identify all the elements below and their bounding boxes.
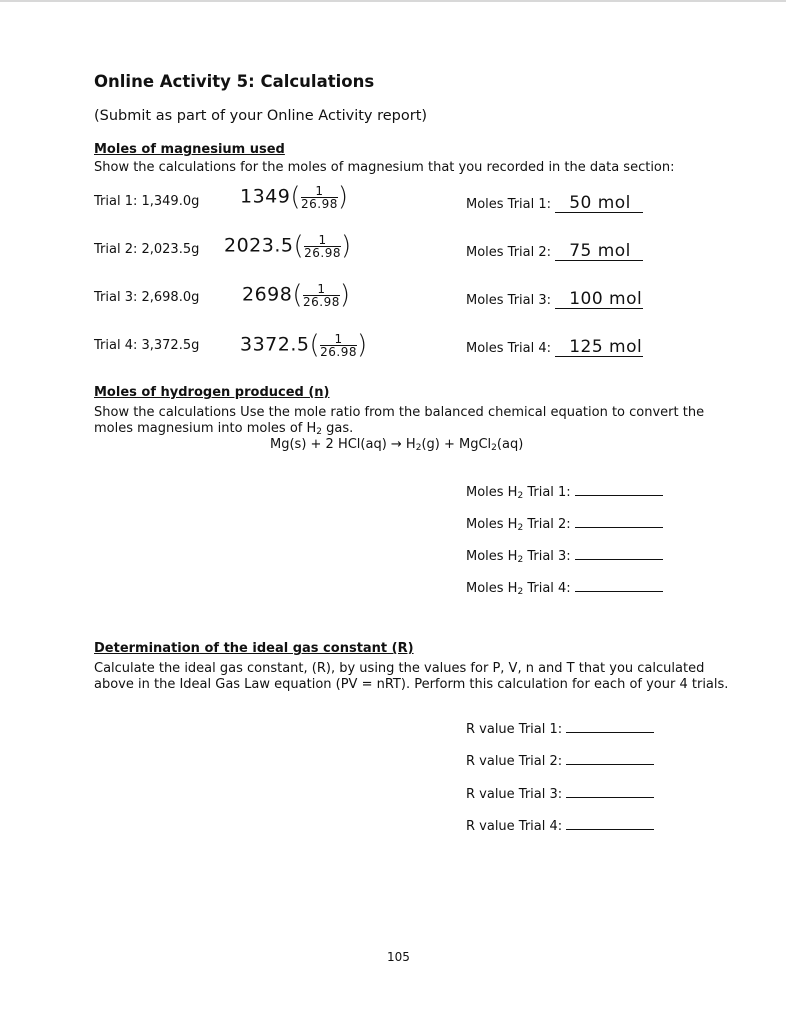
instruction-text: moles magnesium into moles of H (94, 421, 317, 436)
r-trial-4-answer (466, 819, 654, 834)
answer-blank[interactable] (566, 732, 654, 733)
work-denominator: 26.98 (304, 245, 341, 260)
mg-trial-4-work: 3372.5( $\frac{1}{26.98}$ ) (240, 330, 368, 360)
mg-trial-3-work: 2698( $\frac{1}{26.98}$ ) (242, 280, 351, 310)
page-number: 105 (387, 950, 410, 964)
answer-label: Moles Trial 1: (466, 197, 552, 212)
section-heading-moles-h2: Moles of hydrogen produced (n) (94, 385, 330, 400)
section-heading-gas-constant: Determination of the ideal gas constant (R) (94, 641, 414, 656)
section-heading-moles-mg: Moles of magnesium used (94, 142, 285, 157)
answer-label: Trial 3: (523, 549, 571, 564)
work-value: 2698 (242, 283, 293, 306)
gas-constant-instruction-line-2: above in the Ideal Gas Law equation (PV = nRT). Perform this calculation for each of your 4 trials. (94, 677, 729, 692)
equation-part: (g) + MgCl (421, 437, 492, 452)
mg-trial-3-answer (466, 290, 643, 309)
instruction-text: gas. (322, 421, 354, 436)
subscript: 2 (517, 587, 524, 597)
subscript: 2 (491, 443, 497, 453)
work-value: 2023.5 (224, 234, 294, 257)
subscript: 2 (316, 427, 323, 437)
page-title: Online Activity 5: Calculations (94, 72, 375, 91)
r-trial-2-answer (466, 754, 654, 769)
moles-h2-instruction-line-1: Show the calculations Use the mole ratio from the balanced chemical equation to convert the (94, 405, 705, 420)
subscript: 2 (517, 491, 524, 501)
equation-part: (aq) (496, 437, 524, 452)
answer-label: Moles H (466, 485, 518, 500)
subscript: 2 (517, 523, 524, 533)
mg-trial-2-work: 2023.5( $\frac{1}{26.98}$ ) (224, 231, 352, 261)
subscript: 2 (517, 555, 524, 565)
answer-blank[interactable] (575, 591, 663, 592)
work-numerator: 1 (320, 333, 357, 346)
h2-trial-2-answer (466, 517, 663, 533)
equation-part: Mg(s) + 2 HCl(aq) → H (270, 437, 416, 452)
answer-field[interactable]: 50 mol (555, 194, 643, 213)
mg-trial-2-answer (466, 242, 643, 261)
answer-label: R value Trial 1: (466, 722, 563, 737)
work-numerator: 1 (303, 283, 340, 296)
answer-label: R value Trial 2: (466, 754, 563, 769)
answer-label: Moles H (466, 549, 518, 564)
answer-label: R value Trial 4: (466, 819, 563, 834)
h2-trial-1-answer (466, 485, 663, 501)
work-denominator: 26.98 (303, 294, 340, 309)
answer-blank[interactable] (566, 829, 654, 830)
mg-trial-1-label: Trial 1: 1,349.0g (94, 194, 200, 209)
answer-blank[interactable] (575, 559, 663, 560)
subscript: 2 (415, 443, 422, 453)
work-value: 3372.5 (240, 333, 310, 356)
mg-trial-1-work: 1349( $\frac{1}{26.98}$ ) (240, 182, 349, 212)
mg-trial-4-label: Trial 4: 3,372.5g (94, 338, 200, 353)
work-numerator: 1 (304, 234, 341, 247)
mg-trial-1-answer (466, 194, 643, 213)
mg-trial-4-answer (466, 338, 643, 357)
mg-trial-3-label: Trial 3: 2,698.0g (94, 290, 200, 305)
r-trial-1-answer (466, 722, 654, 737)
answer-label: Trial 2: (523, 517, 571, 532)
answer-blank[interactable] (575, 495, 663, 496)
work-denominator: 26.98 (320, 344, 357, 359)
answer-label: Moles Trial 4: (466, 341, 552, 356)
page-subtitle: (Submit as part of your Online Activity report) (94, 108, 428, 124)
mg-trial-2-label: Trial 2: 2,023.5g (94, 242, 200, 257)
work-numerator: 1 (301, 185, 338, 198)
work-value: 1349 (240, 185, 291, 208)
answer-label: Moles H (466, 517, 518, 532)
top-border (0, 0, 786, 2)
balanced-equation (270, 437, 523, 456)
answer-blank[interactable] (566, 764, 654, 765)
answer-field[interactable]: 100 mol (555, 290, 643, 309)
h2-trial-3-answer (466, 549, 663, 565)
answer-label: Trial 1: (523, 485, 571, 500)
answer-field[interactable]: 75 mol (555, 242, 643, 261)
answer-label: Moles Trial 3: (466, 293, 552, 308)
gas-constant-instruction-line-1: Calculate the ideal gas constant, (R), by using the values for P, V, n and T that you calculated (94, 661, 705, 676)
answer-label: Trial 4: (523, 581, 571, 596)
answer-label: Moles Trial 2: (466, 245, 552, 260)
work-denominator: 26.98 (301, 196, 338, 211)
h2-trial-4-answer (466, 581, 663, 597)
answer-blank[interactable] (575, 527, 663, 528)
answer-label: Moles H (466, 581, 518, 596)
r-trial-3-answer (466, 787, 654, 802)
moles-mg-instruction: Show the calculations for the moles of magnesium that you recorded in the data section: (94, 160, 675, 175)
answer-field[interactable]: 125 mol (555, 338, 643, 357)
answer-blank[interactable] (566, 797, 654, 798)
answer-label: R value Trial 3: (466, 787, 563, 802)
